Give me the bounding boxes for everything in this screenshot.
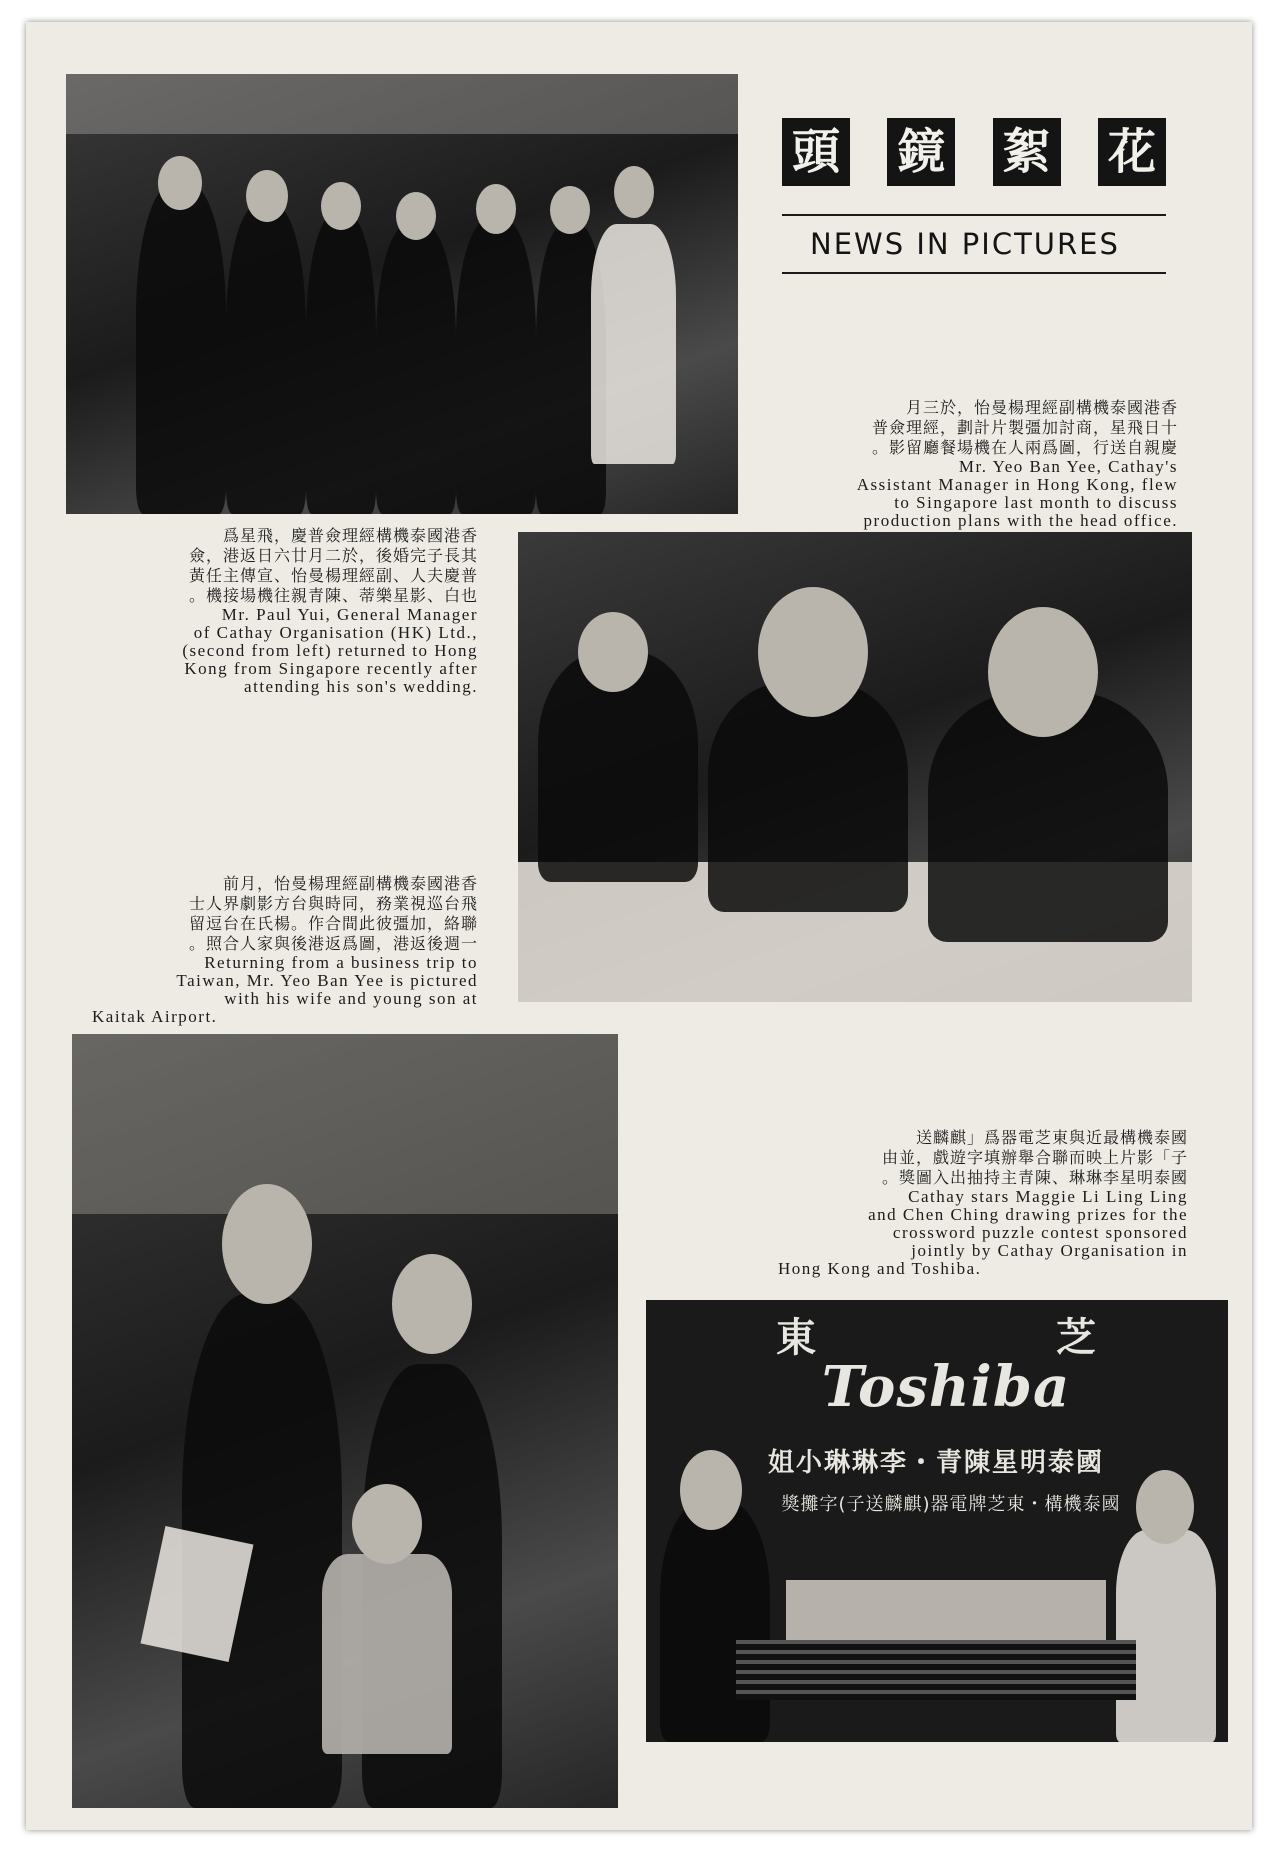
caption-zh-line: 。機接場機往親青陳、蒂樂星影、白也 [188, 586, 478, 605]
caption-zh-line: 留逗台在氏楊。作合間此彼彊加，絡聯 [188, 914, 478, 933]
caption-zh-line: 。獎圖入出抽持主青陳、琳琳李星明泰國 [881, 1168, 1188, 1187]
caption-en-line: crossword puzzle contest sponsored [892, 1223, 1188, 1242]
caption-top-right [778, 398, 1178, 530]
sign-char-left: 東 [776, 1315, 816, 1361]
caption-en-line: Mr. Paul Yui, General Manager [221, 605, 478, 624]
caption-en-line: of Cathay Organisation (HK) Ltd., [193, 623, 478, 642]
caption-en-line: Kong from Singapore recently after [184, 659, 478, 678]
caption-en-line: attending his son's wedding. [244, 677, 478, 696]
title-rule-bottom [782, 272, 1166, 274]
caption-en-line: Taiwan, Mr. Yeo Ban Yee is pictured [176, 971, 478, 990]
caption-en-line: Assistant Manager in Hong Kong, flew [856, 475, 1178, 494]
title-char: 鏡 [887, 118, 955, 186]
caption-zh-line: 送麟麒」爲器電芝東與近最構機泰國 [915, 1128, 1188, 1147]
caption-en-line: to Singapore last month to discuss [894, 493, 1178, 512]
title-char: 花 [1098, 118, 1166, 186]
sign-char-right: 芝 [1056, 1315, 1096, 1361]
caption-zh-line: 士人界劇影方台與時同，務業視巡台飛 [188, 894, 478, 913]
title-rule-top [782, 214, 1166, 216]
caption-en-line: with his wife and young son at [224, 989, 478, 1008]
caption-zh-line: 。影留廳餐場機在人兩爲圖，行送自親慶 [871, 438, 1178, 457]
magazine-page [26, 22, 1252, 1830]
title-chinese [782, 118, 1166, 198]
group-photo-airport [66, 74, 738, 514]
caption-zh-line: 黃任主傳宣、怡曼楊理經副、人夫慶普 [188, 566, 478, 585]
caption-en-line: Kaitak Airport. [92, 1007, 218, 1026]
title-char: 絮 [993, 118, 1061, 186]
caption-zh-line: 月三於，怡曼楊理經副構機泰國港香 [905, 398, 1178, 417]
caption-zh-line: 前月，怡曼楊理經副構機泰國港香 [222, 874, 478, 893]
toshiba-prize-photo [646, 1300, 1228, 1742]
caption-en-line: Mr. Yeo Ban Yee, Cathay's [958, 457, 1178, 476]
caption-zh-line: 。照合人家與後港返爲圖，港返後週一 [188, 934, 478, 953]
caption-en-line: (second from left) returned to Hong [182, 641, 478, 660]
caption-left-lower [92, 874, 478, 1026]
caption-en-line: Cathay stars Maggie Li Ling Ling [908, 1187, 1188, 1206]
sign-line-sponsor: 獎攤字(子送麟麒)器電牌芝東・構機泰國 [781, 1494, 1121, 1515]
caption-en-line: Returning from a business trip to [204, 953, 478, 972]
caption-zh-line: 爲星飛，慶普僉理經構機泰國港香 [222, 526, 478, 545]
title-char: 頭 [782, 118, 850, 186]
caption-zh-line: 僉，港返日六廿月二於，後婚完子長其 [188, 546, 478, 565]
page-subtitle: NEWS IN PICTURES [810, 227, 1120, 261]
toshiba-logo: Toshiba [821, 1354, 1071, 1420]
caption-en-line: and Chen Ching drawing prizes for the [868, 1205, 1188, 1224]
family-photo-kaitak [72, 1034, 618, 1808]
sign-line-stars: 姐小琳琳李・青陳星明泰國 [767, 1448, 1104, 1478]
caption-left-middle [92, 526, 478, 696]
meeting-photo-restaurant [518, 532, 1192, 1002]
caption-en-line: jointly by Cathay Organisation in [911, 1241, 1188, 1260]
caption-en-line: production plans with the head office. [863, 511, 1178, 530]
caption-zh-line: 由並，戲遊字填辦舉合聯而映上片影「子 [881, 1148, 1188, 1167]
caption-right-lower [778, 1128, 1188, 1278]
caption-en-line: Hong Kong and Toshiba. [778, 1259, 982, 1278]
caption-zh-line: 普僉理經，劃計片製彊加討商，星飛日十 [871, 418, 1178, 437]
